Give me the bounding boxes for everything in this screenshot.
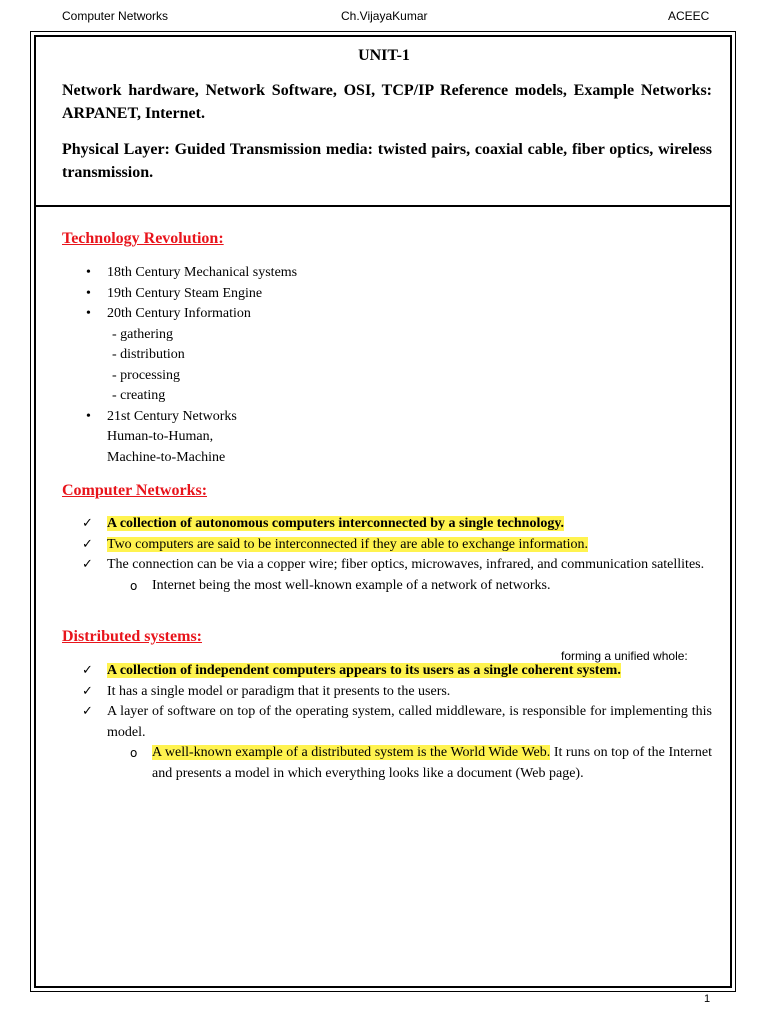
circle-bullet-icon: o	[130, 746, 138, 760]
continuation-line: Machine-to-Machine	[107, 449, 226, 465]
annotation-note: forming a unified whole:	[561, 649, 688, 663]
list-item: • 19th Century Steam Engine	[62, 284, 712, 305]
list-item: ✓ A collection of independent computers appears to its users as a single coherent system.	[62, 661, 712, 682]
continuation-line: Human-to-Human,	[107, 429, 214, 444]
section-heading-distributed-systems: Distributed systems:	[62, 628, 202, 645]
list-item: ✓ It has a single model or paradigm that it presents to the users.	[62, 682, 712, 703]
sub-item: - creating	[112, 388, 166, 403]
list-item: ✓ Two computers are said to be interconnected if they are able to exchange information.	[62, 535, 712, 556]
list-item: • 21st Century Networks	[62, 407, 712, 428]
syllabus-topics: Network hardware, Network Software, OSI, TCP/IP Reference models, Example Networks: ARPANET, Internet.	[62, 82, 712, 122]
sub-item: o Internet being the most well-known example of a network of networks.	[62, 576, 712, 597]
bullet-icon: •	[86, 285, 91, 301]
header-course: Computer Networks	[62, 9, 169, 23]
computer-networks-list	[62, 514, 712, 596]
list-item: ✓ The connection can be via a copper wire; fiber optics, microwaves, infrared, and communication satellites.	[62, 555, 712, 576]
bullet-icon: •	[86, 265, 91, 280]
unit-title: UNIT-1	[358, 47, 410, 64]
sub-item: - gathering	[112, 326, 174, 342]
page-number: 1	[704, 993, 711, 1005]
sub-item: o A well-known example of a distributed system is the World Wide Web. It runs on top of the Internet and presents a model in which everything looks like a document (Web page).	[130, 745, 712, 781]
list-item: • 18th Century Mechanical systems	[62, 263, 712, 284]
sub-item: - processing	[112, 367, 181, 383]
list-item: • 20th Century Information	[62, 304, 712, 325]
syllabus-divider	[34, 205, 732, 207]
bullet-icon: •	[86, 306, 91, 321]
header-college: ACEEC	[668, 9, 710, 23]
distributed-systems-list	[62, 661, 712, 784]
checkmark-icon: ✓	[82, 683, 93, 699]
header-author: Ch.VijayaKumar	[341, 9, 428, 23]
checkmark-icon: ✓	[82, 557, 93, 572]
checkmark-icon: ✓	[82, 516, 93, 531]
syllabus-physical-layer: Physical Layer: Guided Transmission media: twisted pairs, coaxial cable, fiber optics, wireless transmission.	[62, 141, 712, 181]
list-item: ✓ A collection of autonomous computers interconnected by a single technology.	[62, 514, 712, 535]
circle-bullet-icon: o	[130, 578, 138, 593]
bullet-icon: •	[86, 408, 91, 424]
list-item: ✓ A layer of software on top of the operating system, called middleware, is responsible for implementing this model.	[82, 704, 712, 740]
checkmark-icon: ✓	[82, 663, 93, 678]
checkmark-icon: ✓	[82, 536, 93, 552]
technology-list	[62, 263, 712, 468]
section-heading-technology: Technology Revolution:	[62, 230, 224, 247]
section-heading-computer-networks: Computer Networks:	[62, 482, 208, 499]
sub-item: - distribution	[112, 347, 185, 362]
checkmark-icon: ✓	[82, 704, 93, 719]
